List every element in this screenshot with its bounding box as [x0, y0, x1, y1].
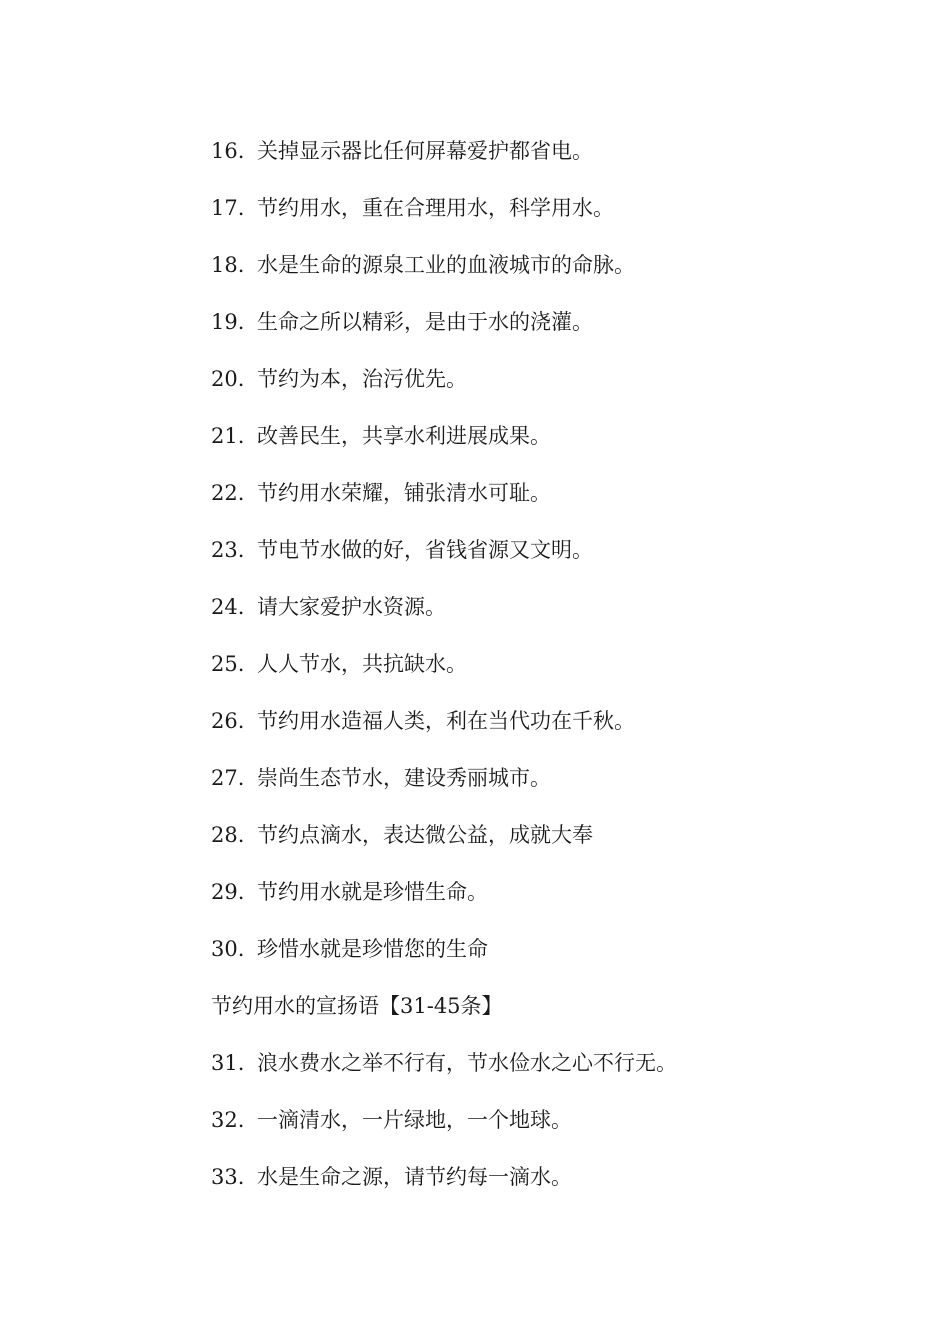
item-text: 节约用水造福人类，利在当代功在千秋。 — [257, 709, 635, 733]
item-text: 节电节水做的好，省钱省源又文明。 — [257, 538, 593, 562]
list-item — [211, 136, 593, 166]
item-number: 24. — [211, 595, 245, 619]
item-number: 16. — [211, 139, 245, 163]
item-number: 22. — [211, 481, 245, 505]
item-number: 18. — [211, 253, 245, 277]
item-text: 水是生命之源，请节约每一滴水。 — [257, 1165, 572, 1189]
list-item — [211, 535, 593, 565]
item-text: 节约为本，治污优先。 — [257, 367, 467, 391]
item-text: 人人节水，共抗缺水。 — [257, 652, 467, 676]
item-text: 珍惜水就是珍惜您的生命 — [257, 937, 488, 961]
item-text: 崇尚生态节水，建设秀丽城市。 — [257, 766, 551, 790]
item-number: 33. — [211, 1165, 245, 1189]
list-item — [211, 1105, 572, 1135]
item-number: 31. — [211, 1051, 245, 1075]
item-text: 改善民生，共享水利进展成果。 — [257, 424, 551, 448]
item-text: 水是生命的源泉工业的血液城市的命脉。 — [257, 253, 635, 277]
list-item — [211, 820, 593, 850]
list-item — [211, 193, 614, 223]
list-item — [211, 877, 488, 907]
list-item — [211, 1048, 677, 1078]
list-item — [211, 307, 593, 337]
item-number: 20. — [211, 367, 245, 391]
item-number: 32. — [211, 1108, 245, 1132]
item-text: 请大家爱护水资源。 — [257, 595, 446, 619]
item-text: 生命之所以精彩，是由于水的浇灌。 — [257, 310, 593, 334]
item-number: 25. — [211, 652, 245, 676]
list-item — [211, 649, 467, 679]
item-text: 节约点滴水，表达微公益，成就大奉 — [257, 823, 593, 847]
list-item — [211, 478, 551, 508]
list-item — [211, 364, 467, 394]
item-number: 29. — [211, 880, 245, 904]
item-text: 浪水费水之举不行有，节水俭水之心不行无。 — [257, 1051, 677, 1075]
item-number: 19. — [211, 310, 245, 334]
item-text: 一滴清水，一片绿地，一个地球。 — [257, 1108, 572, 1132]
list-item — [211, 421, 551, 451]
item-text: 节约用水，重在合理用水，科学用水。 — [257, 196, 614, 220]
item-number: 28. — [211, 823, 245, 847]
item-number: 30. — [211, 937, 245, 961]
item-text: 节约用水荣耀，铺张清水可耻。 — [257, 481, 551, 505]
item-number: 17. — [211, 196, 245, 220]
item-text: 节约用水就是珍惜生命。 — [257, 880, 488, 904]
list-item — [211, 250, 635, 280]
item-number: 26. — [211, 709, 245, 733]
list-item — [211, 763, 551, 793]
item-number: 27. — [211, 766, 245, 790]
list-item — [211, 1162, 572, 1192]
item-text: 关掉显示器比任何屏幕爱护都省电。 — [257, 139, 593, 163]
item-number: 23. — [211, 538, 245, 562]
list-item — [211, 706, 635, 736]
section-heading: 节约用水的宣扬语【31-45条】 — [211, 994, 503, 1018]
list-item — [211, 934, 488, 964]
list-item — [211, 592, 446, 622]
item-number: 21. — [211, 424, 245, 448]
